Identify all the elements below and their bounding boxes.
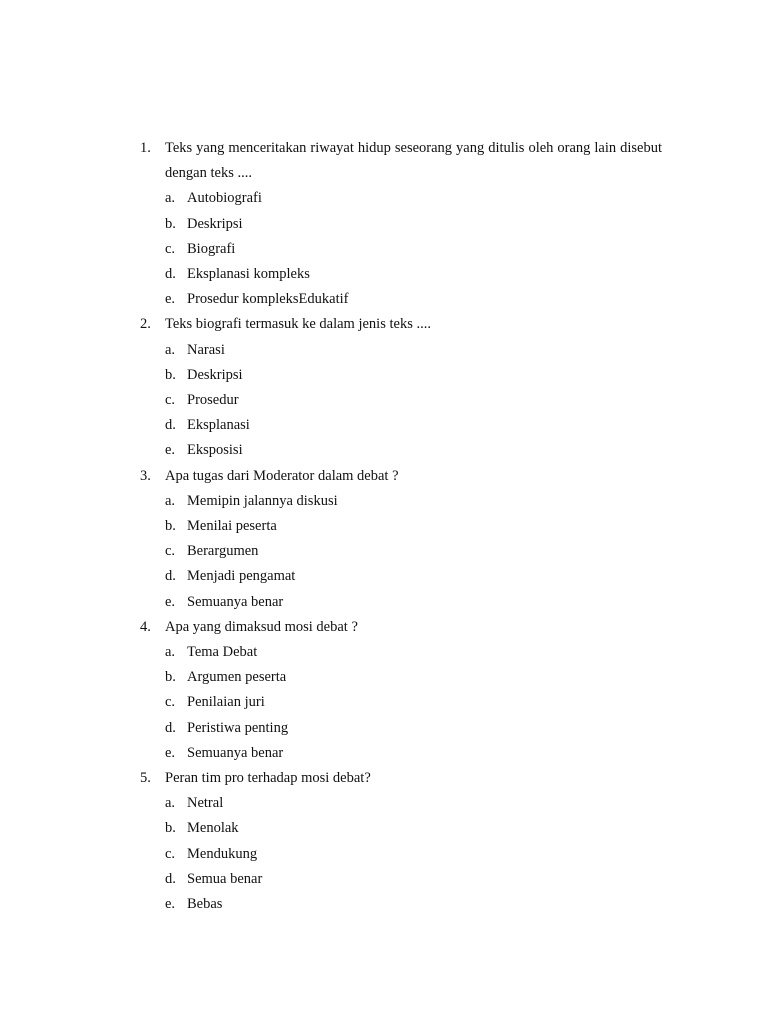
option-letter: a. bbox=[165, 492, 176, 509]
question-1 bbox=[140, 136, 662, 312]
question-number: 3. bbox=[140, 467, 151, 484]
option-text: Netral bbox=[187, 795, 224, 812]
option-text: Eksposisi bbox=[187, 442, 243, 459]
option-letter: d. bbox=[165, 417, 176, 434]
option-b bbox=[140, 514, 662, 539]
option-letter: e. bbox=[165, 896, 176, 913]
option-text: Deskripsi bbox=[187, 215, 243, 232]
option-letter: a. bbox=[165, 644, 176, 661]
option-text: Memipin jalannya diskusi bbox=[187, 492, 338, 509]
option-letter: b. bbox=[165, 518, 176, 535]
question-2 bbox=[140, 312, 662, 463]
question-number: 1. bbox=[140, 140, 151, 156]
option-text: Eksplanasi bbox=[187, 417, 250, 434]
question-number: 2. bbox=[140, 316, 151, 333]
option-text: Prosedur bbox=[187, 392, 239, 409]
option-letter: d. bbox=[165, 870, 176, 887]
question-text: Teks yang menceritakan riwayat hidup seseorang yang ditulis oleh orang lain disebut dengan teks .... bbox=[165, 140, 662, 182]
question-text: Apa tugas dari Moderator dalam debat ? bbox=[165, 467, 399, 484]
option-c bbox=[140, 237, 662, 262]
option-text: Eksplanasi kompleks bbox=[187, 266, 310, 283]
question-stem bbox=[140, 766, 662, 791]
option-b bbox=[140, 816, 662, 841]
option-text: Bebas bbox=[187, 896, 223, 913]
option-letter: e. bbox=[165, 291, 176, 308]
option-text: Semuanya benar bbox=[187, 744, 284, 761]
option-b bbox=[140, 212, 662, 237]
option-text: Semuanya benar bbox=[187, 593, 284, 610]
option-e bbox=[140, 438, 662, 463]
option-letter: e. bbox=[165, 744, 176, 761]
option-d bbox=[140, 413, 662, 438]
option-c bbox=[140, 539, 662, 564]
option-e bbox=[140, 892, 662, 917]
option-letter: e. bbox=[165, 442, 176, 459]
option-text: Menilai peserta bbox=[187, 518, 277, 535]
question-stem bbox=[140, 312, 662, 337]
option-text: Argumen peserta bbox=[187, 669, 287, 686]
option-letter: d. bbox=[165, 719, 176, 736]
question-text: Teks biografi termasuk ke dalam jenis teks .... bbox=[165, 316, 431, 333]
option-e bbox=[140, 590, 662, 615]
option-text: Penilaian juri bbox=[187, 694, 265, 711]
option-e bbox=[140, 741, 662, 766]
option-text: Autobiografi bbox=[187, 190, 262, 207]
option-letter: c. bbox=[165, 845, 176, 862]
option-d bbox=[140, 564, 662, 589]
option-text: Menjadi pengamat bbox=[187, 568, 296, 585]
option-text: Deskripsi bbox=[187, 366, 243, 383]
question-text: Peran tim pro terhadap mosi debat? bbox=[165, 770, 371, 787]
option-d bbox=[140, 716, 662, 741]
option-a bbox=[140, 791, 662, 816]
question-number: 5. bbox=[140, 770, 151, 787]
option-text: Biografi bbox=[187, 240, 236, 257]
option-text: Menolak bbox=[187, 820, 239, 837]
question-list bbox=[140, 136, 662, 917]
question-stem bbox=[140, 136, 662, 186]
option-a bbox=[140, 338, 662, 363]
option-text: Tema Debat bbox=[187, 644, 258, 661]
option-text: Berargumen bbox=[187, 543, 259, 560]
option-text: Peristiwa penting bbox=[187, 719, 289, 736]
option-d bbox=[140, 867, 662, 892]
option-c bbox=[140, 842, 662, 867]
option-text: Semua benar bbox=[187, 870, 263, 887]
option-letter: a. bbox=[165, 190, 176, 207]
option-a bbox=[140, 186, 662, 211]
option-text: Mendukung bbox=[187, 845, 258, 862]
option-letter: e. bbox=[165, 593, 176, 610]
option-letter: c. bbox=[165, 543, 176, 560]
option-b bbox=[140, 363, 662, 388]
question-text: Apa yang dimaksud mosi debat ? bbox=[165, 618, 358, 635]
option-letter: d. bbox=[165, 266, 176, 283]
question-3 bbox=[140, 464, 662, 615]
option-letter: b. bbox=[165, 366, 176, 383]
question-5 bbox=[140, 766, 662, 917]
option-e bbox=[140, 287, 662, 312]
option-c bbox=[140, 388, 662, 413]
option-letter: c. bbox=[165, 240, 176, 257]
option-a bbox=[140, 640, 662, 665]
option-c bbox=[140, 690, 662, 715]
option-letter: c. bbox=[165, 694, 176, 711]
option-letter: b. bbox=[165, 669, 176, 686]
question-number: 4. bbox=[140, 618, 151, 635]
option-letter: c. bbox=[165, 392, 176, 409]
question-stem bbox=[140, 464, 662, 489]
option-letter: d. bbox=[165, 568, 176, 585]
option-letter: a. bbox=[165, 795, 176, 812]
question-4 bbox=[140, 615, 662, 766]
option-letter: b. bbox=[165, 820, 176, 837]
option-a bbox=[140, 489, 662, 514]
option-letter: b. bbox=[165, 215, 176, 232]
option-text: Narasi bbox=[187, 341, 225, 358]
option-letter: a. bbox=[165, 341, 176, 358]
option-text: Prosedur kompleksEdukatif bbox=[187, 291, 349, 308]
question-stem bbox=[140, 615, 662, 640]
option-b bbox=[140, 665, 662, 690]
option-d bbox=[140, 262, 662, 287]
